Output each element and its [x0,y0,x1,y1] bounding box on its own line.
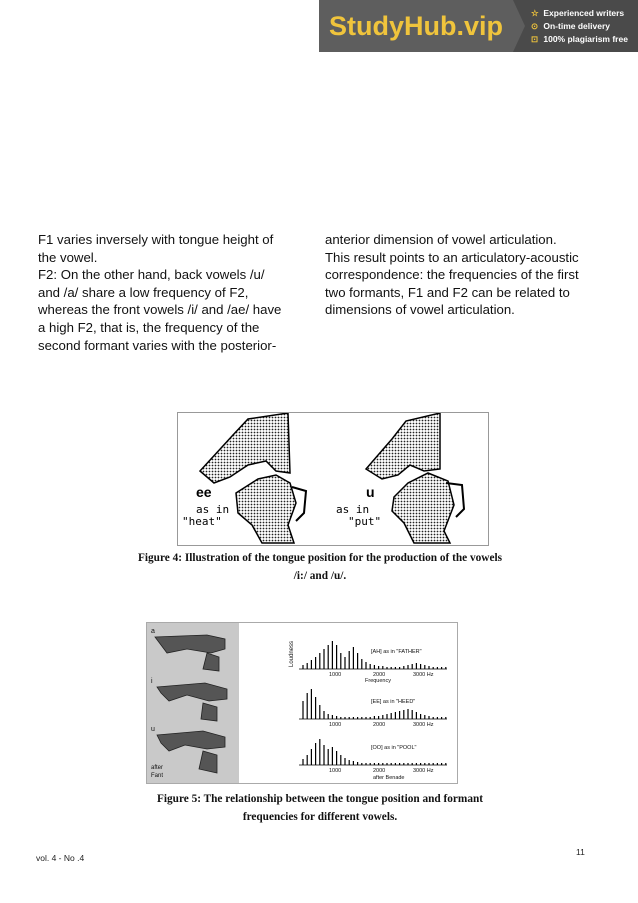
feature-text: Experienced writers [543,7,625,18]
spectrum-ee-tick-1000: 1000 [329,722,342,728]
feature-text: 100% plagiarism free [543,33,628,44]
frequency-axis-label: Frequency [365,678,391,684]
spectrum-oo-tick-2000: 2000 [373,768,386,774]
formant-spectra [243,623,453,783]
left-vowel-label: ee [196,484,212,500]
left-column [38,231,306,354]
star-icon: ☆ [531,7,539,18]
banner-features [531,7,628,46]
figure-5 [146,622,458,784]
spectrum-ee-tick-3000: 3000 Hz [413,722,434,728]
volume-info: vol. 4 - No .4 [36,853,85,863]
right-column [325,231,605,319]
tract-u-label: u [151,726,155,733]
right-vowel-label: u [366,484,375,500]
benade-credit: after Benade [373,775,405,781]
loudness-axis-label: Loudness [289,640,295,667]
feature-text: On-time delivery [543,20,610,31]
tract-i-shape [157,683,227,721]
page-number: 11 [576,847,585,857]
right-example-label: "put" [348,515,382,528]
spectrum-ah [299,641,447,684]
spectrum-ee [299,689,447,728]
feature-item [531,20,628,33]
clock-icon: ⊙ [531,20,539,31]
fant-credit-line1: after [151,765,164,771]
spectrum-oo-tick-1000: 1000 [329,768,342,774]
vocal-tract-illustration [178,413,488,545]
spectrum-oo-tick-3000: 3000 Hz [413,768,434,774]
tract-i-label: i [151,678,153,685]
spectrum-ah-label: [AH] as in "FATHER" [371,649,422,655]
brand-logo[interactable]: StudyHub.vip [319,0,513,52]
spectrum-ah-tick-1000: 1000 [329,672,342,678]
left-column-text: F1 varies inversely with tongue height of the vowel. F2: On the other hand, back vowels /u/ and /a/ share a low frequency of F2, whereas the front vowels /i/ and /ae/ have a high F2, that is, the frequency of the second formant varies with the posterior- [38,232,282,353]
right-as-in-label: as in [336,503,370,516]
spectrum-ah-tick-3000: 3000 Hz [413,672,434,678]
figure-5-caption: Figure 5: The relationship between the tongue position and formant frequencies for different vowels. [156,793,484,823]
spectrum-ee-tick-2000: 2000 [373,722,386,728]
tract-a-label: a [151,628,155,635]
feature-item [531,7,628,20]
figure-4 [177,412,489,546]
right-column-text: anterior dimension of vowel articulation. This result points to an articulatory-acoustic correspondence: the frequencies of the first two formants, F1 and F2 can be related to dimensions of vowel articulation. [325,232,579,318]
ad-banner[interactable] [319,0,638,52]
vocal-tract-shapes [147,623,239,783]
left-as-in-label: as in [196,503,230,516]
tract-a-shape [155,635,225,671]
feature-item [531,33,628,46]
tract-u-shape [157,731,225,773]
figure-4-caption: Figure 4: Illustration of the tongue position for the production of the vowels /i:/ and /u/. [137,552,502,582]
right-palate-shape [366,413,440,479]
left-example-label: "heat" [182,515,222,528]
fant-credit-line2: Fant [151,773,164,779]
right-tongue-shape [392,473,454,543]
spectrum-oo-label: [OO] as in "POOL" [371,745,417,751]
spectrum-ee-label: [EE] as in "HEED" [371,699,416,705]
certificate-icon: ⊡ [531,33,539,44]
left-tongue-shape [236,475,296,543]
vocal-tract-panel [147,623,239,783]
spectrum-ah-tick-2000: 2000 [373,672,386,678]
spectrum-oo [299,739,447,781]
left-palate-shape [200,413,290,483]
banner-arrow [513,0,525,52]
